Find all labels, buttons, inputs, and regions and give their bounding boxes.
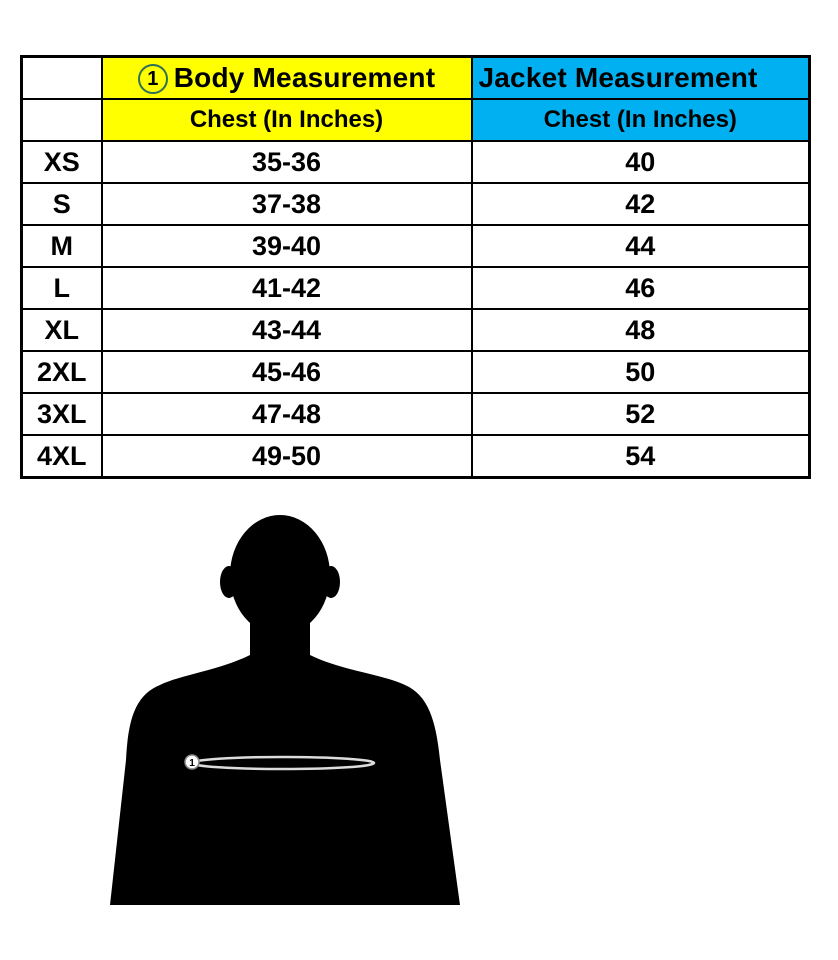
size-cell: XL <box>22 309 102 351</box>
size-cell: L <box>22 267 102 309</box>
measurement-number-badge: 1 <box>138 64 168 94</box>
table-row <box>22 309 810 351</box>
size-cell: 4XL <box>22 435 102 478</box>
body-chest-cell: 47-48 <box>102 393 472 435</box>
size-cell: S <box>22 183 102 225</box>
jacket-chest-cell: 48 <box>472 309 810 351</box>
size-cell: XS <box>22 141 102 183</box>
jacket-chest-subheader <box>472 99 810 141</box>
size-subheader-empty-cell <box>22 99 102 141</box>
size-header-empty-cell <box>22 57 102 100</box>
table-row <box>22 435 810 478</box>
jacket-chest-cell: 52 <box>472 393 810 435</box>
jacket-measurement-title: Jacket Measurement <box>478 62 758 93</box>
table-row <box>22 351 810 393</box>
jacket-chest-cell: 50 <box>472 351 810 393</box>
table-row <box>22 183 810 225</box>
table-row <box>22 267 810 309</box>
size-chart-table <box>20 55 811 479</box>
body-chest-cell: 45-46 <box>102 351 472 393</box>
header-row <box>22 57 810 100</box>
jacket-measurement-header <box>472 57 810 100</box>
size-cell: 3XL <box>22 393 102 435</box>
jacket-chest-cell: 46 <box>472 267 810 309</box>
torso-silhouette-icon <box>110 515 460 905</box>
body-chest-label: Chest (In Inches) <box>189 106 384 133</box>
body-silhouette-illustration <box>100 510 470 910</box>
size-cell: M <box>22 225 102 267</box>
jacket-chest-cell: 54 <box>472 435 810 478</box>
table-row <box>22 393 810 435</box>
jacket-chest-label: Chest (In Inches) <box>543 106 737 133</box>
body-measurement-title: Body Measurement <box>173 62 436 93</box>
table-row <box>22 225 810 267</box>
body-chest-cell: 37-38 <box>102 183 472 225</box>
jacket-chest-cell: 40 <box>472 141 810 183</box>
body-chest-cell: 41-42 <box>102 267 472 309</box>
body-chest-cell: 49-50 <box>102 435 472 478</box>
jacket-chest-cell: 44 <box>472 225 810 267</box>
body-measurement-header <box>102 57 472 100</box>
chest-marker-number: 1 <box>189 758 195 769</box>
body-chest-cell: 43-44 <box>102 309 472 351</box>
jacket-chest-cell: 42 <box>472 183 810 225</box>
table-row <box>22 141 810 183</box>
body-chest-cell: 35-36 <box>102 141 472 183</box>
body-chest-cell: 39-40 <box>102 225 472 267</box>
size-cell: 2XL <box>22 351 102 393</box>
body-chest-subheader <box>102 99 472 141</box>
subheader-row <box>22 99 810 141</box>
